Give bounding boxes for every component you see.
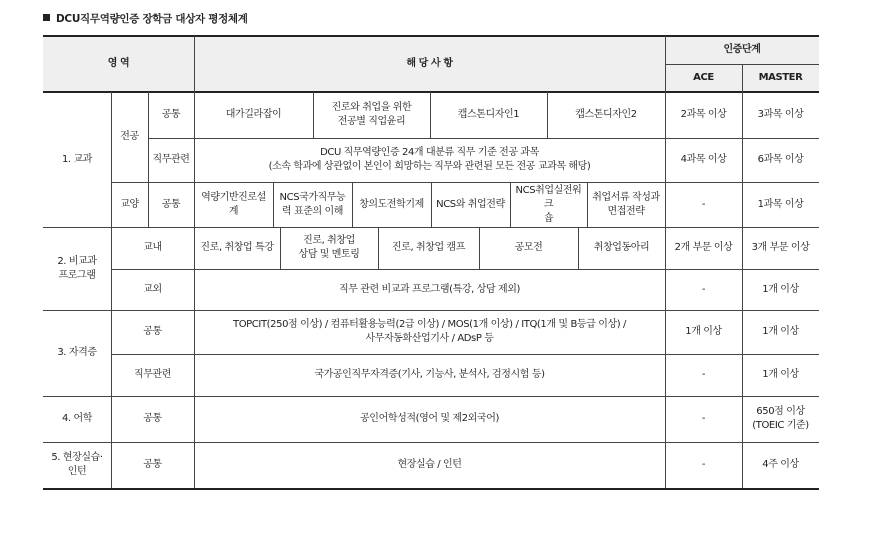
grid-line	[352, 182, 353, 227]
content-text: 공인어학성적(영어 및 제2외국어)	[360, 413, 499, 424]
content-text: 현장실습 / 인턴	[397, 459, 462, 470]
grid-line	[148, 138, 819, 139]
sub-label: 직무관련	[152, 154, 190, 165]
sub-label: 공통	[161, 109, 181, 120]
header-master: MASTER	[742, 64, 819, 92]
grid-line	[280, 227, 281, 269]
ace-value: 1개 이상	[685, 326, 722, 337]
master-value: 650점 이상 (TOEIC 기준)	[752, 406, 809, 431]
course-cell: NCS국가직무능 력 표준의 이해	[279, 191, 346, 217]
grid-line	[43, 396, 819, 397]
grid-line	[273, 182, 274, 227]
program-cell: 진로, 취창업 상담 및 멘토링	[298, 235, 360, 260]
grid-line	[43, 227, 819, 228]
grid-line	[431, 182, 432, 227]
sub-label: 직무관련	[133, 369, 172, 380]
master-value: 1과목 이상	[757, 198, 804, 210]
course-cell: 대가길라잡이	[225, 109, 282, 120]
course-cell: 취업서류 작성과 면접전략	[592, 191, 660, 217]
table-bottom-border	[43, 488, 819, 490]
course-cell: 창의도전학기제	[359, 198, 424, 210]
sub-label: 교외	[143, 283, 162, 295]
header-bottom-border	[43, 91, 819, 93]
content-text: DCU 직무역량인증 24개 대분류 직무 기준 전공 과목 (소속 학과에 상관없이 본인이 희망하는 직무와 관련된 모든 전공 교과목 해당)	[268, 147, 591, 172]
major-label: 전공	[120, 131, 139, 142]
program-cell: 취창업동아리	[593, 242, 650, 253]
content-text: 직무 관련 비교과 프로그램(특강, 상담 제외)	[338, 283, 521, 295]
course-cell: NCS와 취업전략	[436, 198, 505, 210]
ace-value: -	[701, 459, 706, 470]
master-value: 6과목 이상	[757, 154, 804, 165]
square-bullet-icon	[43, 14, 50, 21]
course-cell: 역량기반진로설 계	[201, 191, 266, 217]
ace-value: 2과목 이상	[680, 109, 727, 120]
liberal-label: 교양	[120, 198, 139, 210]
course-cell: NCS취업실전워크 숍	[515, 184, 582, 224]
sub-label: 교내	[143, 242, 162, 253]
sub-label: 공통	[143, 326, 162, 337]
grid-line	[194, 36, 195, 488]
master-value: 1개 이상	[762, 283, 799, 295]
grid-line	[510, 182, 511, 227]
ace-value: -	[701, 198, 706, 210]
ace-value: 4과목 이상	[680, 154, 727, 165]
grid-line	[378, 227, 379, 269]
header-level: 인증단계	[665, 36, 819, 64]
grid-line	[742, 64, 743, 488]
grid-line	[111, 354, 819, 355]
section-label: 1. 교과	[61, 153, 93, 165]
table-top-border	[43, 35, 819, 37]
section-label: 5. 현장실습· 인턴	[51, 452, 103, 477]
header-content: 해 당 사 항	[194, 36, 665, 92]
section-label: 3. 자격증	[57, 347, 97, 358]
grid-line	[111, 182, 819, 183]
grid-line	[43, 442, 819, 443]
grid-line	[430, 92, 431, 138]
program-cell: 공모전	[514, 242, 543, 253]
content-text: 국가공인직무자격증(기사, 기능사, 분석사, 검정시험 등)	[314, 369, 545, 380]
ace-value: -	[701, 283, 706, 295]
grid-line	[43, 310, 819, 311]
grid-line	[111, 92, 112, 488]
master-value: 4주 이상	[762, 459, 799, 470]
grid-line	[587, 182, 588, 227]
grid-line	[148, 92, 149, 227]
grid-line	[665, 36, 666, 488]
grid-line	[111, 269, 819, 270]
program-cell: 진로, 취창업 캠프	[391, 242, 466, 253]
course-cell: 캡스톤디자인2	[575, 109, 637, 120]
program-cell: 진로, 취창업 특강	[200, 242, 274, 253]
header-area: 영 역	[43, 36, 194, 92]
section-label: 4. 어학	[61, 413, 93, 424]
master-value: 3개 부문 이상	[751, 242, 810, 253]
course-cell: 캡스톤디자인1	[457, 109, 520, 120]
sub-label: 공통	[143, 459, 162, 470]
content-text: TOPCIT(250점 이상) / 컴퓨터활용능력(2급 이상) / MOS(1개 이상) / ITQ(1개 및 B등급 이상) / 사무자동화산업기사 / ADsP 등	[233, 319, 626, 344]
sub-label: 공통	[143, 413, 162, 424]
grid-line	[313, 92, 314, 138]
grid-line	[547, 92, 548, 138]
master-value: 3과목 이상	[757, 109, 804, 120]
grid-line	[578, 227, 579, 269]
course-cell: 진로와 취업을 위한 전공별 직업윤리	[331, 102, 412, 127]
ace-value: -	[701, 413, 706, 424]
master-value: 1개 이상	[762, 369, 799, 380]
sub-label: 공통	[161, 198, 181, 210]
header-ace: ACE	[665, 64, 742, 92]
ace-value: -	[701, 369, 706, 380]
section-label: 2. 비교과 프로그램	[57, 255, 97, 281]
page-title: DCU직무역량인증 장학금 대상자 평정체계	[43, 11, 248, 26]
grid-line	[479, 227, 480, 269]
master-value: 1개 이상	[762, 326, 799, 337]
ace-value: 2개 부문 이상	[674, 242, 733, 253]
